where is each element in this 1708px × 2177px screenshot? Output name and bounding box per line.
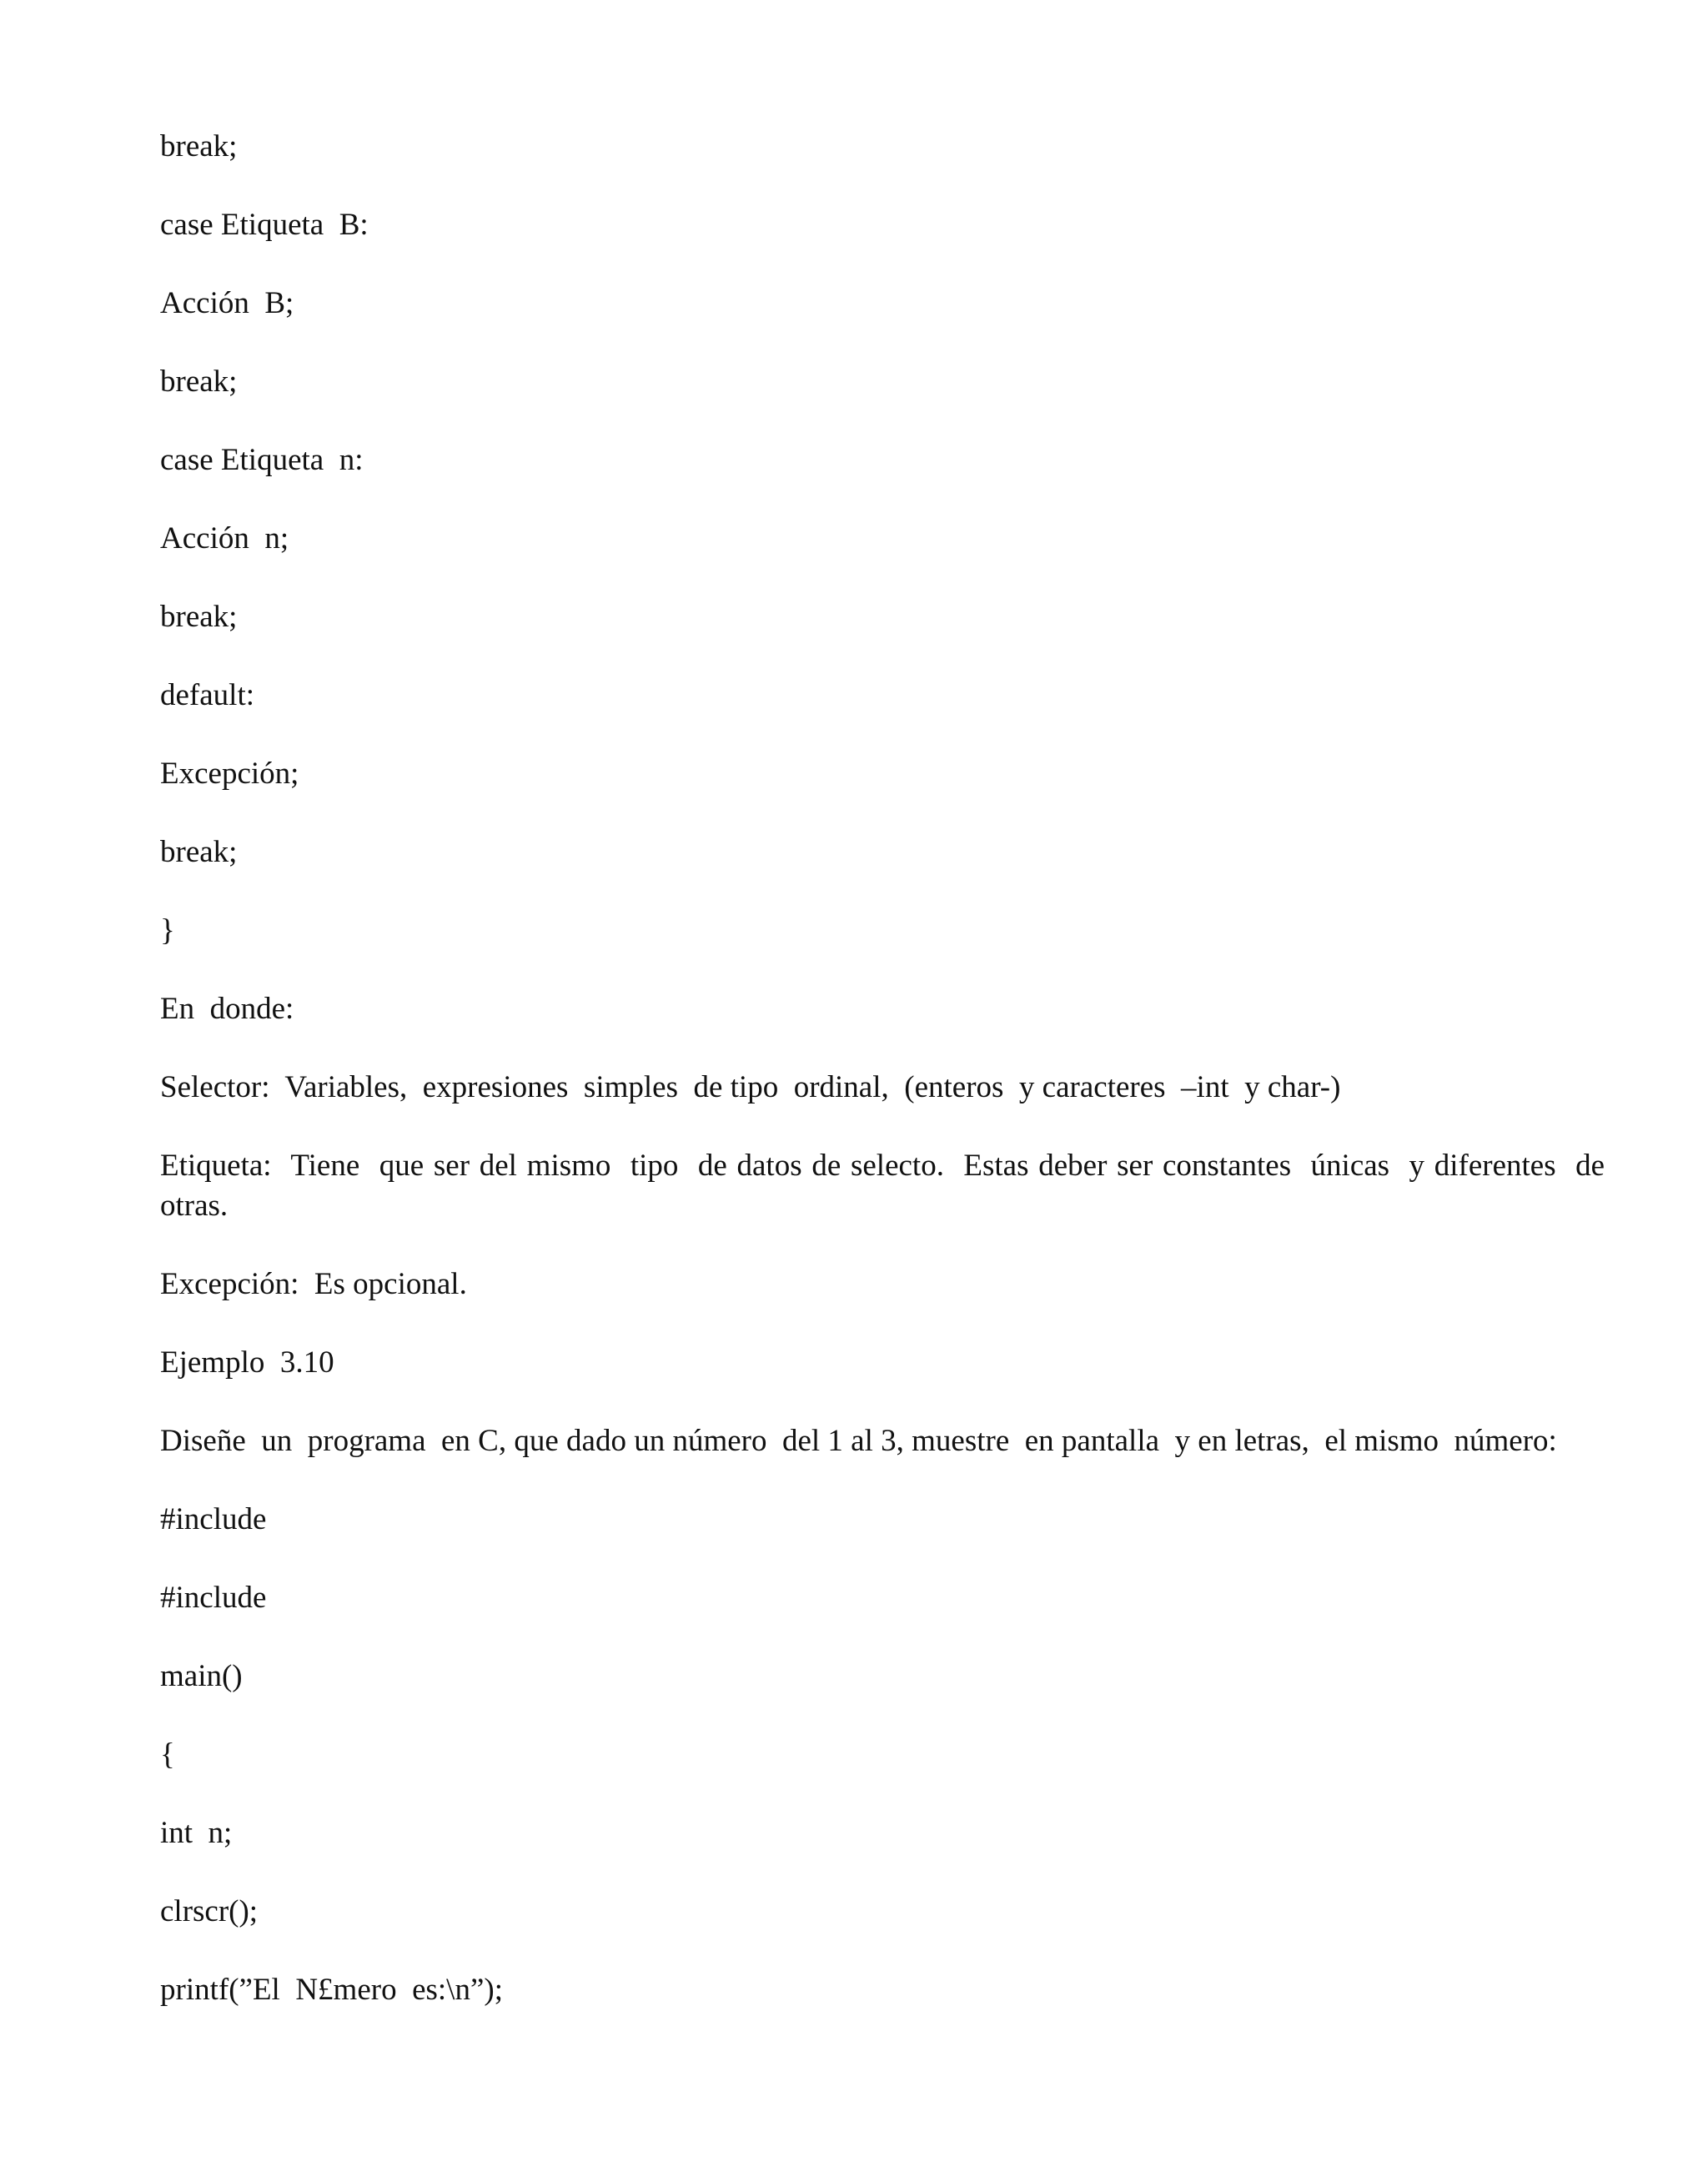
code-line-action-n: Acción n; xyxy=(160,521,289,556)
paragraph-selector: Selector: Variables, expresiones simples de tipo ordinal, (enteros y caracteres –int y char-) xyxy=(160,1070,1341,1104)
code-line-break: break; xyxy=(160,600,238,634)
document-body xyxy=(160,127,1613,2049)
code-line-clrscr: clrscr(); xyxy=(160,1894,259,1928)
code-line-main: main() xyxy=(160,1659,243,1693)
code-line-include: #include xyxy=(160,1581,267,1615)
paragraph-etiqueta: Etiqueta: Tiene que ser del mismo tipo de datos de selecto. Estas deber ser constantes únicas y diferentes de otras. xyxy=(160,1149,1613,1223)
code-line-action-b: Acción B; xyxy=(160,286,294,320)
example-heading: Ejemplo 3.10 xyxy=(160,1345,334,1380)
code-line-close-brace: } xyxy=(160,913,175,948)
code-line-default: default: xyxy=(160,678,255,712)
paragraph-example-description: Diseñe un programa en C, que dado un número del 1 al 3, muestre en pantalla y en letras, el mismo número: xyxy=(160,1424,1557,1458)
code-line-case-n: case Etiqueta n: xyxy=(160,443,364,477)
code-line-int-n: int n; xyxy=(160,1816,233,1850)
code-line-exception: Excepción; xyxy=(160,757,299,791)
code-line-break: break; xyxy=(160,365,238,399)
code-line-break: break; xyxy=(160,835,238,869)
code-line-case-b: case Etiqueta B: xyxy=(160,208,369,242)
paragraph-excepcion: Excepción: Es opcional. xyxy=(160,1267,467,1301)
code-line-break: break; xyxy=(160,129,238,163)
paragraph-en-donde: En donde: xyxy=(160,992,294,1026)
code-line-include: #include xyxy=(160,1502,267,1536)
code-line-open-brace: { xyxy=(160,1737,175,1772)
code-line-printf: printf(”El N£mero es:\n”); xyxy=(160,1973,503,2007)
